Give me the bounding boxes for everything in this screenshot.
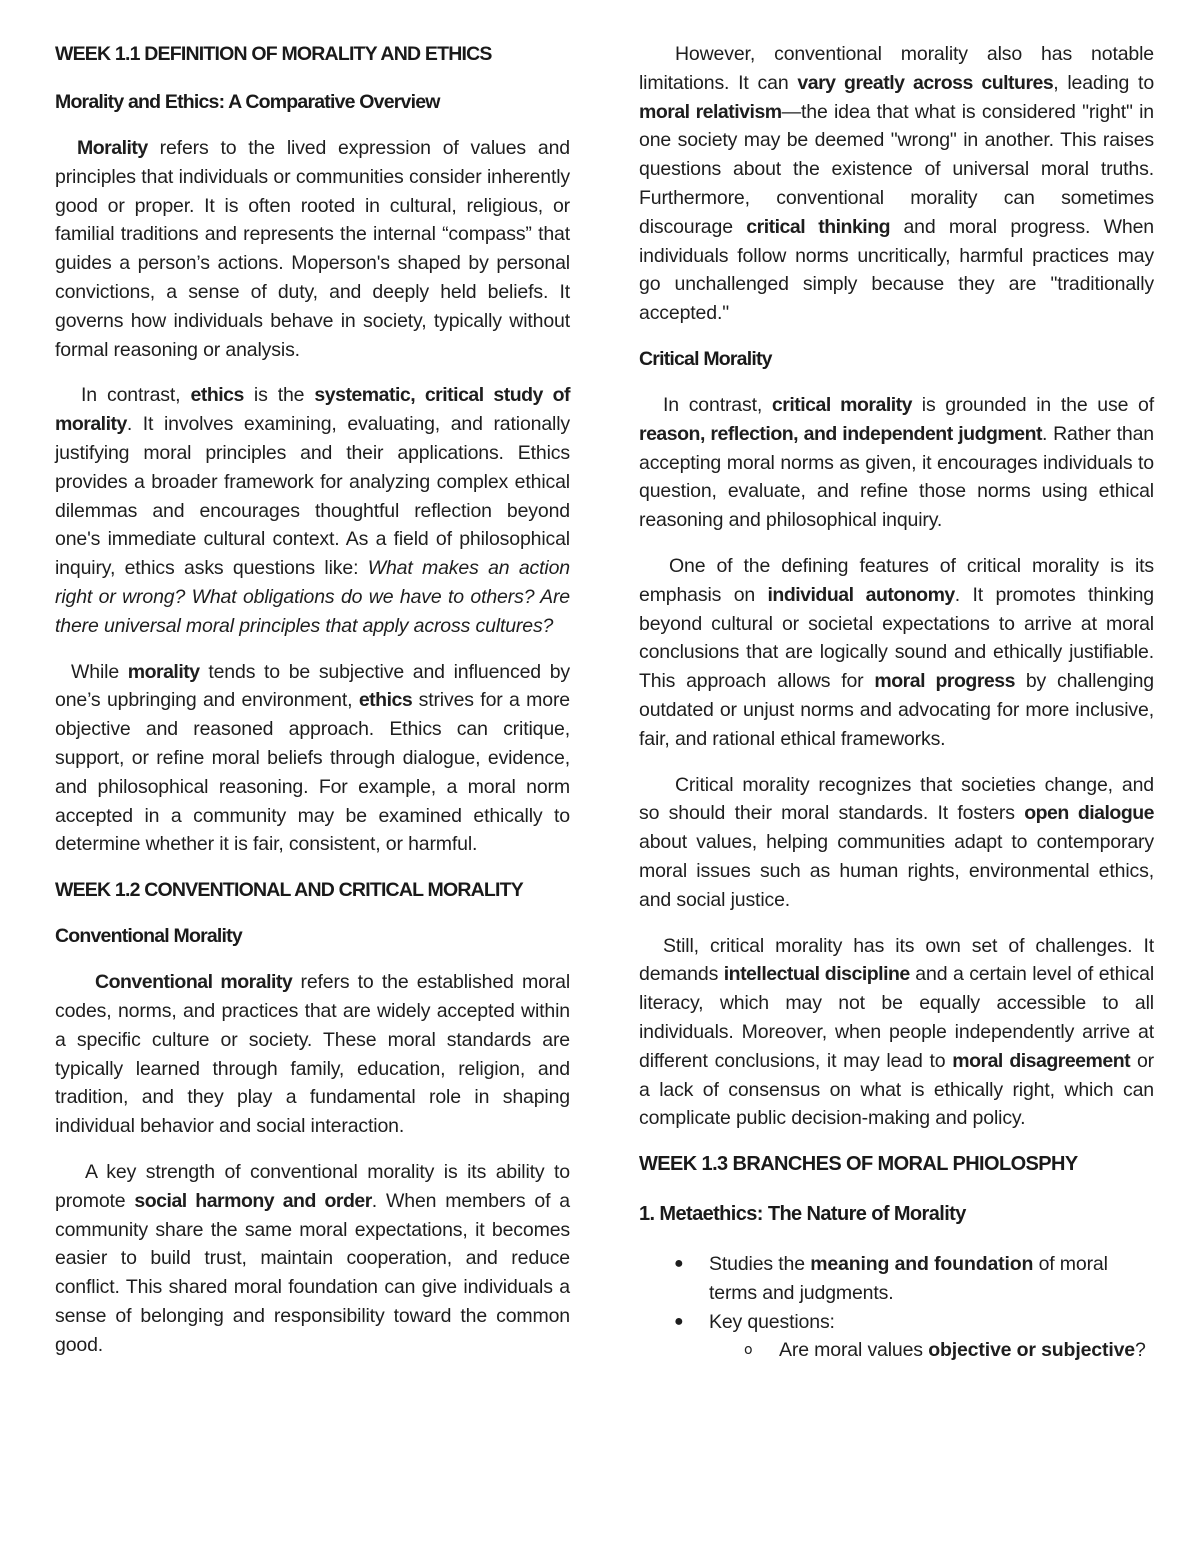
sub-bullet-list <box>709 1336 1154 1365</box>
bold-term: intellectual discipline <box>723 963 910 986</box>
hollow-circle-icon: o <box>744 1342 753 1359</box>
heading-week-1-3: WEEK 1.3 BRANCHES OF MORAL PHIOLOSPHY <box>639 1153 1078 1176</box>
text-run: One of the defining features of critical morality is its emphasis on <box>639 554 1154 606</box>
text-run: Are moral values <box>779 1339 929 1362</box>
bold-term: critical thinking <box>746 215 891 238</box>
text-run: refers to the established moral codes, norms, and practices that are widely accepted within a specific culture or society. These moral standards are typically learned through family, education, religion, and tradition, and they play a fundamental role in shaping individual behavior and social interaction. <box>55 971 570 1138</box>
text-run: by challenging outdated or unjust norms and advocating for more inclusive, fair, and rational ethical frameworks. <box>639 670 1154 750</box>
bold-term: moral progress <box>874 670 1015 693</box>
text-run: about values, helping communities adapt to contemporary moral issues such as human rights, environmental ethics, and social justice. <box>639 831 1154 911</box>
bold-term: ethics <box>190 384 244 407</box>
bold-term: moral disagreement <box>952 1049 1131 1072</box>
paragraph-critical-definition <box>639 391 1154 535</box>
text-run: . It involves examining, evaluating, and rationally justifying moral principles and their applications. Ethics provides a broader framework for analyzing complex ethical dilemmas and encourages thoughtful reflection beyond one's immediate cultural context. As a field of philosophical inquiry, ethics asks questions like: <box>55 413 570 580</box>
heading-critical-morality: Critical Morality <box>639 347 772 370</box>
text-run: While <box>71 660 128 683</box>
paragraph-critical-challenges <box>639 932 1154 1134</box>
text-run: and a certain level of ethical literacy, which may not be equally accessible to all individuals. Moreover, when people independently arrive at different conclusions, it may lead to <box>639 963 1155 1072</box>
list-item <box>744 1336 1154 1365</box>
bold-term: objective or subjective <box>928 1339 1135 1362</box>
bullet-dot-icon: ● <box>674 1255 684 1273</box>
text-run: Studies the <box>709 1253 811 1276</box>
heading-morality-ethics-overview: Morality and Ethics: A Comparative Overview <box>55 91 440 113</box>
text-run: In contrast, <box>81 384 191 407</box>
text-run: . When members of a community share the same moral expectations, it becomes easier to build trust, maintain cooperation, and reduce conflict. This shared moral foundation can give individuals a sense of belonging and responsibility toward the common good. <box>55 1189 570 1356</box>
right-column <box>639 40 1154 1553</box>
left-column <box>55 40 570 1553</box>
paragraph-conventional-strength <box>55 1158 570 1360</box>
bold-term: critical morality <box>771 393 913 416</box>
text-run: of moral terms and judgments. <box>709 1253 1108 1304</box>
paragraph-critical-change <box>639 771 1154 915</box>
heading-conventional-morality: Conventional Morality <box>55 925 242 948</box>
text-run: Key questions: <box>709 1310 835 1333</box>
bold-term: meaning and foundation <box>810 1253 1034 1276</box>
italic-questions: What makes an action right or wrong? What obligations do we have to others? Are there universal moral principles that apply across cultures? <box>55 557 570 637</box>
paragraph-critical-autonomy <box>639 552 1154 754</box>
paragraph-conventional-definition <box>55 968 570 1141</box>
text-run: ? <box>1134 1339 1146 1362</box>
bold-term: open dialogue <box>1024 802 1155 825</box>
text-run: strives for a more objective and reasoned approach. Ethics can critique, support, or refine moral beliefs through dialogue, evidence, and philosophical reasoning. For example, a moral norm accepted in a community may be examined ethically to determine whether it is fair, consistent, or harmful. <box>55 689 570 856</box>
bold-term: social harmony and order <box>134 1189 372 1212</box>
bold-term: Conventional morality <box>95 971 293 994</box>
text-run: Still, critical morality has its own set of challenges. It demands <box>639 934 1154 986</box>
bold-term: reason, reflection, and independent judgment <box>639 422 1042 445</box>
bold-term: moral relativism <box>639 100 782 123</box>
heading-metaethics: 1. Metaethics: The Nature of Morality <box>639 1203 966 1226</box>
bullet-dot-icon: ● <box>674 1312 684 1330</box>
text-run: or a lack of consensus on what is ethically right, which can complicate public decision-making and policy. <box>639 1049 1154 1130</box>
bold-term: vary greatly across cultures <box>797 71 1054 94</box>
bold-term: systematic, critical study of morality <box>55 384 570 436</box>
text-run: , leading to <box>1053 71 1155 94</box>
text-run: refers to the lived expression of values and principles that individuals or communities consider inherently good or proper. It is often rooted in cultural, religious, or familial traditions and represents the internal “compass” that guides a person’s actions. Moperson's shaped by personal convictions, a sense of duty, and deeply held beliefs. It governs how individuals behave in society, typically without formal reasoning or analysis. <box>55 137 570 361</box>
text-run: However, conventional morality also has notable limitations. It can <box>639 43 1154 94</box>
text-run: Critical morality recognizes that societies change, and so should their moral standards. It fosters <box>639 773 1154 825</box>
list-item <box>674 1308 1154 1366</box>
bold-term: individual autonomy <box>767 583 955 606</box>
paragraph-morality-definition <box>55 134 570 364</box>
heading-week-1-1: WEEK 1.1 DEFINITION OF MORALITY AND ETHICS <box>55 43 492 65</box>
paragraph-ethics-definition <box>55 381 570 640</box>
bullet-list <box>639 1250 1154 1365</box>
text-run: . Rather than accepting moral norms as given, it encourages individuals to question, evaluate, and refine those norms using ethical reasoning and philosophical inquiry. <box>639 422 1154 532</box>
bold-term: Morality <box>77 137 148 159</box>
text-run: and moral progress. When individuals follow norms uncritically, harmful practices may go unchallenged simply because they are "traditionally accepted." <box>639 215 1154 325</box>
bold-term: ethics <box>358 689 413 712</box>
heading-week-1-2: WEEK 1.2 CONVENTIONAL AND CRITICAL MORALITY <box>55 879 523 902</box>
text-run: A key strength of conventional morality is its ability to promote <box>55 1160 570 1212</box>
paragraph-conventional-limitations <box>639 40 1154 328</box>
paragraph-morality-vs-ethics <box>55 658 570 860</box>
text-run: tends to be subjective and influenced by one’s upbringing and environment, <box>55 660 570 712</box>
text-run: In contrast, <box>663 393 772 416</box>
text-run: . It promotes thinking beyond cultural or societal expectations to arrive at moral conclusions that are logically sound and ethically justifiable. This approach allows for <box>639 583 1154 693</box>
text-run: is grounded in the use of <box>912 393 1154 416</box>
bold-term: morality <box>127 660 200 683</box>
list-item <box>674 1250 1154 1308</box>
text-run: is the <box>243 384 315 407</box>
text-run: —the idea that what is considered "right" in one society may be deemed "wrong" in another. This raises questions about the existence of universal moral truths. Furthermore, conventional morality can sometimes discourage <box>639 100 1154 238</box>
